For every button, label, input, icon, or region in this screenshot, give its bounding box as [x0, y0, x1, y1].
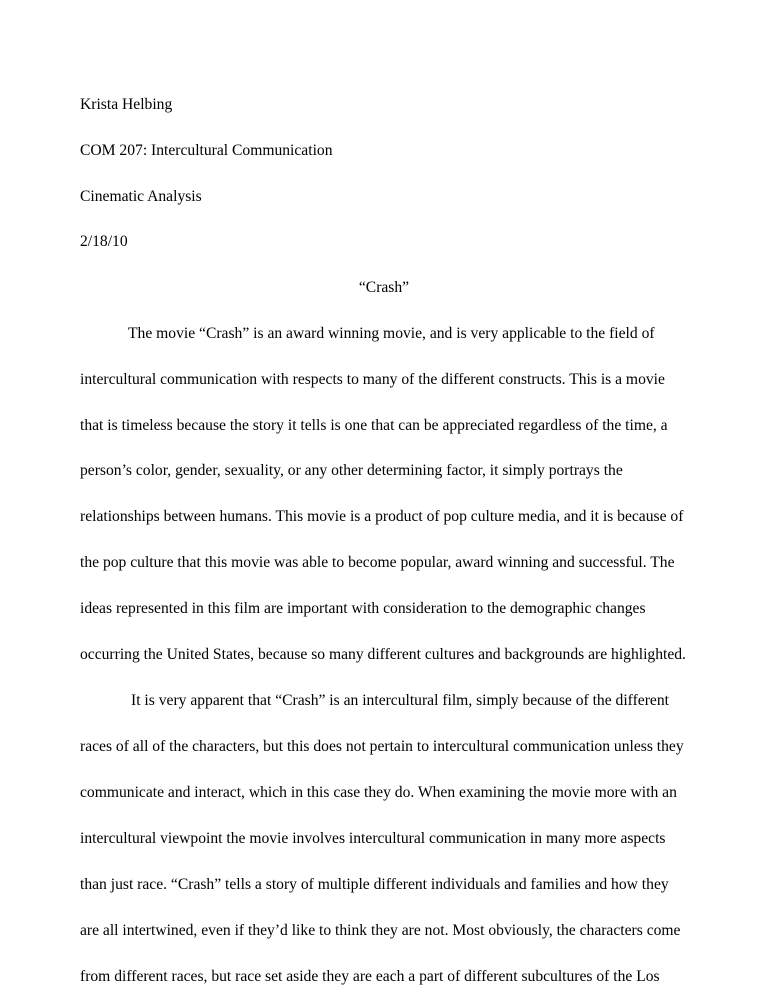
course-name: COM 207: Intercultural Communication: [80, 142, 333, 159]
paragraph-2-line-7: from different races, but race set aside they are each a part of different subcultures of the Los: [80, 968, 660, 985]
paragraph-1-line-6: the pop culture that this movie was able to become popular, award winning and successful. The: [80, 554, 675, 571]
paragraph-2-line-6: are all intertwined, even if they’d like to think they are not. Most obviously, the characters come: [80, 922, 681, 939]
paragraph-1-line-5: relationships between humans. This movie is a product of pop culture media, and it is because of: [80, 508, 684, 525]
paragraph-1-line-1: The movie “Crash” is an award winning movie, and is very applicable to the field of: [128, 325, 655, 342]
assignment-title: Cinematic Analysis: [80, 188, 202, 205]
paragraph-2-line-5: than just race. “Crash” tells a story of multiple different individuals and families and how they: [80, 876, 669, 893]
document-date: 2/18/10: [80, 233, 128, 250]
paragraph-1-line-2: intercultural communication with respects to many of the different constructs. This is a movie: [80, 371, 665, 388]
paragraph-1-line-4: person’s color, gender, sexuality, or any other determining factor, it simply portrays the: [80, 462, 623, 479]
paragraph-2-line-1: It is very apparent that “Crash” is an intercultural film, simply because of the different: [131, 692, 669, 709]
author-name: Krista Helbing: [80, 96, 173, 113]
paragraph-1-line-8: occurring the United States, because so many different cultures and backgrounds are highlighted.: [80, 646, 686, 663]
paragraph-1-line-7: ideas represented in this film are important with consideration to the demographic changes: [80, 600, 646, 617]
paragraph-1-line-3: that is timeless because the story it tells is one that can be appreciated regardless of the time, a: [80, 417, 668, 434]
paragraph-2-line-2: races of all of the characters, but this does not pertain to intercultural communication unless they: [80, 738, 684, 755]
paragraph-2-line-3: communicate and interact, which in this case they do. When examining the movie more with an: [80, 784, 677, 801]
paragraph-2-line-4: intercultural viewpoint the movie involves intercultural communication in many more aspects: [80, 830, 666, 847]
essay-title: “Crash”: [358, 279, 410, 296]
